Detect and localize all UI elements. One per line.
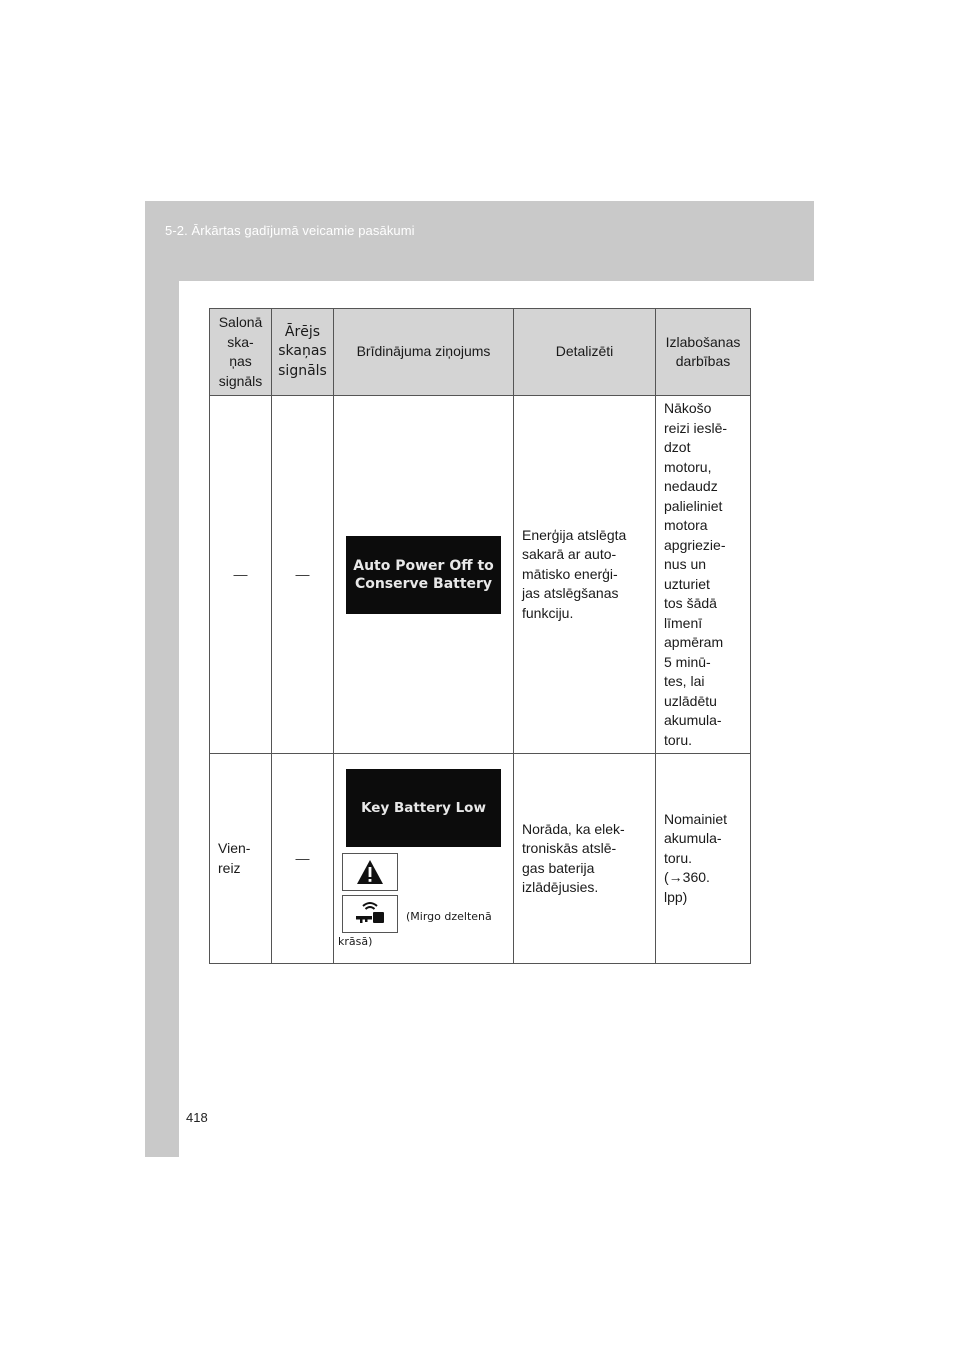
section-title: 5-2. Ārkārtas gadījumā veicamie pasākumi xyxy=(165,223,415,238)
details-cell: Enerģija atslēgta sakarā ar auto- mātisko enerģi- jas atslēgšanas funkciju. xyxy=(514,396,656,754)
col-header-exterior: Ārējs skaņas signāls xyxy=(272,309,334,396)
display-text-line1: Key Battery Low xyxy=(361,800,486,816)
blink-note: (Mirgo dzeltenā xyxy=(406,910,492,923)
warning-triangle-icon xyxy=(342,853,398,891)
display-auto-power-off xyxy=(346,536,501,614)
exterior-buzzer-cell: — xyxy=(272,754,334,964)
side-margin-strip xyxy=(145,281,179,1157)
col-header-actions: Izlabošanas darbības xyxy=(656,309,751,396)
actions-cell: Nomainiet akumula- toru. (→360. lpp) xyxy=(656,754,751,964)
details-cell: Norāda, ka elek- troniskās atslē- gas baterija izlādējusies. xyxy=(514,754,656,964)
warning-message-cell xyxy=(334,754,514,964)
actions-cell: Nākošo reizi ieslē- dzot motoru, nedaudz palieliniet motora apgriezie- nus un uzturiet tos šādā līmenī apmēram 5 minū- tes, lai uzlādētu akumula- toru. xyxy=(656,396,751,754)
interior-buzzer-cell: — xyxy=(210,396,272,754)
table-row xyxy=(210,396,751,754)
section-header-band xyxy=(145,201,814,281)
warning-message-cell xyxy=(334,396,514,754)
blink-note-continued: krāsā) xyxy=(338,935,373,948)
warning-table xyxy=(209,308,751,964)
table-header-row xyxy=(210,309,751,396)
page-number: 418 xyxy=(186,1110,208,1125)
display-key-battery-low xyxy=(346,769,501,847)
interior-buzzer-cell: Vien- reiz xyxy=(210,754,272,964)
col-header-interior: Salonā ska- ņas signāls xyxy=(210,309,272,396)
display-text-line2: Conserve Battery xyxy=(354,575,493,592)
display-text-line1: Auto Power Off to xyxy=(353,557,494,574)
table-row xyxy=(210,754,751,964)
col-header-details: Detalizēti xyxy=(514,309,656,396)
exterior-buzzer-cell: — xyxy=(272,396,334,754)
key-battery-icon xyxy=(342,895,398,933)
col-header-message: Brīdinājuma ziņojums xyxy=(334,309,514,396)
